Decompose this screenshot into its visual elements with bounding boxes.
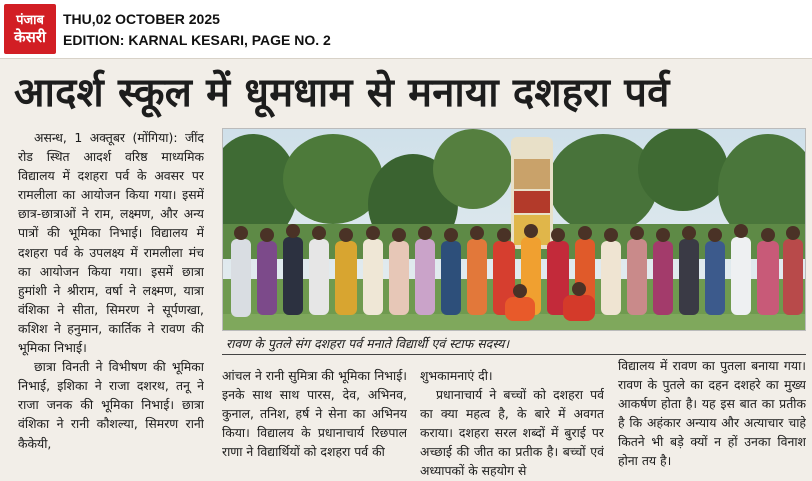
article-headline: आदर्श स्कूल में धूमधाम से मनाया दशहरा पर्व	[14, 70, 670, 116]
logo-line-1: पंजाब	[16, 12, 44, 28]
publication-date: THU,02 OCTOBER 2025	[63, 11, 220, 27]
article-column-2	[222, 366, 407, 478]
article-column-3	[420, 366, 604, 478]
paragraph: छात्रा विनती ने विभीषण की भूमिका निभाई, इशिका ने राजा दशरथ, तनू ने राजा जनक की भूमिका निभाई। छात्रा वंशिका ने रानी कौशल्या, सिमरण रानी कैकेयी,	[18, 359, 204, 451]
group-photo-image	[223, 129, 806, 331]
paragraph: शुभकामनाएं दी।	[420, 368, 493, 383]
article-column-1	[18, 128, 204, 478]
photo-caption: रावण के पुतले संग दशहरा पर्व मनाते विद्यार्थी एवं स्टाफ सदस्य।	[222, 333, 806, 355]
article-photo	[222, 128, 806, 331]
logo-line-2: केसरी	[14, 27, 46, 46]
newspaper-logo	[4, 4, 56, 54]
paragraph: असन्ध, 1 अक्तूबर (मोंगिया): जींद रोड स्थित आदर्श वरिष्ठ माध्यमिक विद्यालय में दशहरा पर्व के अवसर पर रामलीला का आयोजन किया गया। इसमें छात्र-छात्राओं ने राम, लक्ष्मण, और अन्य पात्रों की भूमिका निभाई। विद्यालय में दशहरा पर्व के उपलक्ष्य में रामलीला मंच का आयोजन किया गया। इसमें छात्रा हुमांशी ने श्रीराम, वर्षा ने लक्ष्मण, यात्रा वंशिका ने सीता, सिमरण ने सूर्पणखा, कशिश ने हनुमान, कार्तिक ने रावण की भूमिका निभाई।	[18, 130, 204, 356]
masthead	[0, 0, 812, 58]
edition-line: EDITION: KARNAL KESARI, PAGE NO. 2	[63, 32, 331, 48]
edition-info	[63, 10, 331, 50]
paragraph: विद्यालय में रावण का पुतला बनाया गया। रावण के पुतले का दहन दशहरे का मुख्य आकर्षण होता है। यह इस बात का प्रतीक है कि अहंकार अन्याय और अत्याचार चाहे कितने भी बड़े क्यों न हों उनका विनाश होना तय है।	[618, 358, 806, 469]
paragraph: आंचल ने रानी सुमित्रा की भूमिका निभाई। इनके साथ साथ पारस, देव, अभिनव, कुनाल, तनिश, हर्ष ने सेना का अभिनय किया। विद्यालय के प्रधानाचार्य रिछपाल राणा ने विद्यार्थियों को दशहरा पर्व की	[222, 368, 407, 460]
paragraph: प्रधानाचार्य ने बच्चों को दशहरा पर्व का क्या महत्व है, के बारे में अवगत कराया। दशहरा सरल शब्दों में बुराई पर अच्छाई की जीत का प्रतीक है। बच्चों एवं अध्यापकों के सहयोग से	[420, 387, 604, 478]
article-column-4	[618, 356, 806, 478]
